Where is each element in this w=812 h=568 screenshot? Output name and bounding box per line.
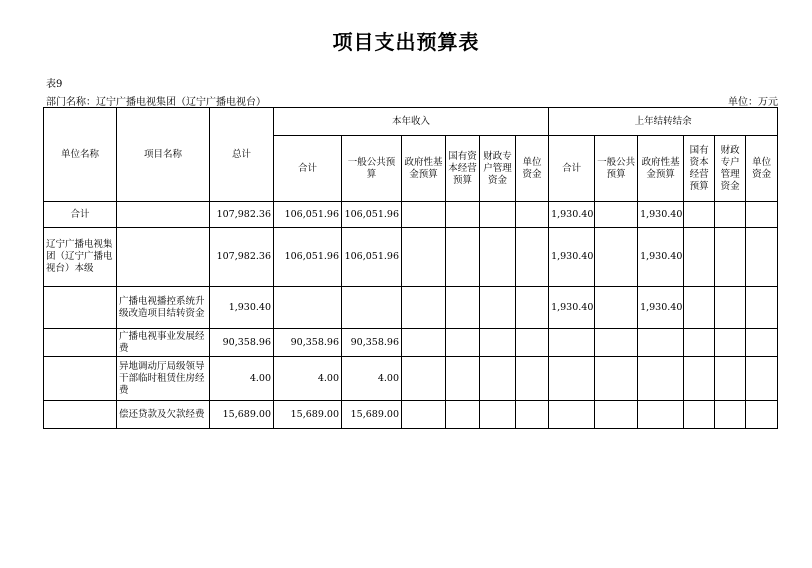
row-total: 107,982.36 [210, 228, 274, 287]
row-last-subtotal: 1,930.40 [549, 228, 595, 287]
row-project-name: 偿还贷款及欠款经费 [117, 401, 210, 429]
row-last-subtotal [549, 329, 595, 357]
row-cur-fiscal [480, 228, 516, 287]
row-cur-unit [516, 401, 549, 429]
row-project-name [117, 202, 210, 228]
row-total: 90,358.96 [210, 329, 274, 357]
header-last-subtotal: 合计 [549, 136, 595, 202]
row-last-unit [746, 329, 778, 357]
row-last-gov [638, 329, 684, 357]
row-last-general [595, 287, 638, 329]
header-total: 总计 [210, 108, 274, 202]
row-last-general [595, 228, 638, 287]
row-project-name: 异地调动厅局级领导干部临时租赁住房经费 [117, 357, 210, 401]
header-cur-general-budget: 一般公共预算 [342, 136, 402, 202]
row-cur-gov [402, 202, 446, 228]
row-unit-name [44, 401, 117, 429]
row-cur-subtotal: 106,051.96 [274, 202, 342, 228]
row-cur-unit [516, 228, 549, 287]
row-cur-general: 15,689.00 [342, 401, 402, 429]
row-cur-fiscal [480, 287, 516, 329]
unit-label: 单位：万元 [728, 97, 778, 108]
header-cur-fiscal-special: 财政专户管理资金 [480, 136, 516, 202]
row-cur-state [446, 228, 480, 287]
row-last-fiscal [715, 401, 746, 429]
row-cur-subtotal: 106,051.96 [274, 228, 342, 287]
row-cur-gov [402, 357, 446, 401]
header-unit-name: 单位名称 [44, 108, 117, 202]
row-last-subtotal: 1,930.40 [549, 202, 595, 228]
row-last-unit [746, 202, 778, 228]
table-row [44, 287, 778, 329]
header-last-state-capital: 国有资本经营预算 [684, 136, 715, 202]
row-last-gov [638, 401, 684, 429]
row-total: 15,689.00 [210, 401, 274, 429]
header-cur-gov-fund: 政府性基金预算 [402, 136, 446, 202]
budget-table [43, 107, 778, 429]
table-row [44, 401, 778, 429]
header-cur-unit-fund: 单位资金 [516, 136, 549, 202]
row-cur-gov [402, 287, 446, 329]
table-row [44, 357, 778, 401]
row-last-gov: 1,930.40 [638, 202, 684, 228]
row-cur-unit [516, 287, 549, 329]
row-cur-state [446, 329, 480, 357]
row-cur-state [446, 202, 480, 228]
table-row [44, 228, 778, 287]
header-current-income: 本年收入 [274, 108, 549, 136]
row-unit-name [44, 329, 117, 357]
row-last-general [595, 329, 638, 357]
row-cur-subtotal: 90,358.96 [274, 329, 342, 357]
row-cur-unit [516, 202, 549, 228]
row-last-gov [638, 357, 684, 401]
row-project-name [117, 228, 210, 287]
row-cur-state [446, 401, 480, 429]
row-cur-general [342, 287, 402, 329]
row-cur-subtotal: 4.00 [274, 357, 342, 401]
department-label: 部门名称：辽宁广播电视集团（辽宁广播电视台） [46, 97, 266, 108]
page-title: 项目支出预算表 [332, 30, 480, 54]
header-last-general-budget: 一般公共预算 [595, 136, 638, 202]
header-cur-state-capital: 国有资本经营预算 [446, 136, 480, 202]
header-last-year-carryover: 上年结转结余 [549, 108, 778, 136]
row-cur-state [446, 357, 480, 401]
row-last-state [684, 287, 715, 329]
row-last-subtotal [549, 357, 595, 401]
row-cur-fiscal [480, 202, 516, 228]
row-last-gov: 1,930.40 [638, 228, 684, 287]
header-cur-subtotal: 合计 [274, 136, 342, 202]
row-last-fiscal [715, 202, 746, 228]
row-last-subtotal: 1,930.40 [549, 287, 595, 329]
row-last-state [684, 202, 715, 228]
row-cur-state [446, 287, 480, 329]
row-cur-subtotal: 15,689.00 [274, 401, 342, 429]
row-cur-general: 90,358.96 [342, 329, 402, 357]
row-last-fiscal [715, 287, 746, 329]
table-row [44, 329, 778, 357]
row-total: 4.00 [210, 357, 274, 401]
row-last-fiscal [715, 357, 746, 401]
row-unit-name [44, 357, 117, 401]
row-last-unit [746, 401, 778, 429]
row-last-unit [746, 228, 778, 287]
header-last-fiscal-special: 财政专户管理资金 [715, 136, 746, 202]
header-last-unit-fund: 单位资金 [746, 136, 778, 202]
row-cur-unit [516, 357, 549, 401]
row-cur-fiscal [480, 329, 516, 357]
row-last-state [684, 401, 715, 429]
row-project-name: 广播电视事业发展经费 [117, 329, 210, 357]
row-cur-unit [516, 329, 549, 357]
row-last-general [595, 357, 638, 401]
row-last-unit [746, 287, 778, 329]
row-unit-name: 合计 [44, 202, 117, 228]
row-cur-general: 4.00 [342, 357, 402, 401]
row-last-gov: 1,930.40 [638, 287, 684, 329]
row-last-unit [746, 357, 778, 401]
header-project-name: 项目名称 [117, 108, 210, 202]
row-last-state [684, 228, 715, 287]
table-row [44, 202, 778, 228]
row-total: 107,982.36 [210, 202, 274, 228]
table-number: 表9 [46, 79, 63, 90]
row-cur-general: 106,051.96 [342, 202, 402, 228]
row-last-fiscal [715, 228, 746, 287]
row-project-name: 广播电视播控系统升级改造项目结转资金 [117, 287, 210, 329]
row-unit-name: 辽宁广播电视集团（辽宁广播电视台）本级 [44, 228, 117, 287]
row-total: 1,930.40 [210, 287, 274, 329]
row-last-state [684, 357, 715, 401]
row-last-fiscal [715, 329, 746, 357]
row-last-general [595, 401, 638, 429]
row-cur-gov [402, 329, 446, 357]
row-unit-name [44, 287, 117, 329]
row-cur-subtotal [274, 287, 342, 329]
row-cur-gov [402, 401, 446, 429]
row-cur-gov [402, 228, 446, 287]
header-last-gov-fund: 政府性基金预算 [638, 136, 684, 202]
row-last-general [595, 202, 638, 228]
row-last-subtotal [549, 401, 595, 429]
row-cur-general: 106,051.96 [342, 228, 402, 287]
row-cur-fiscal [480, 401, 516, 429]
row-cur-fiscal [480, 357, 516, 401]
row-last-state [684, 329, 715, 357]
